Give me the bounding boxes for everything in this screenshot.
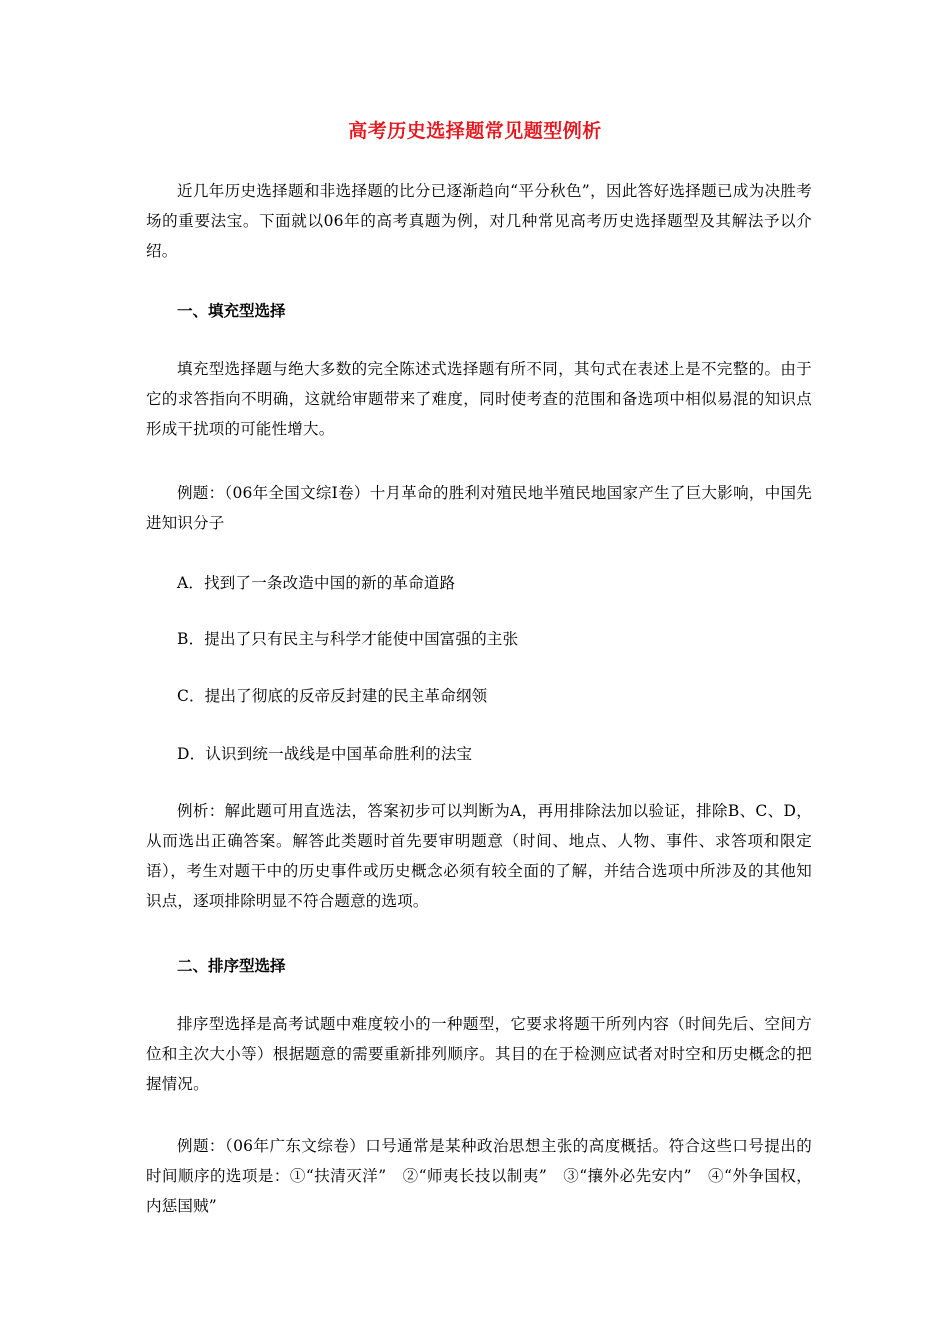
option-c: C．提出了彻底的反帝反封建的民主革命纲领: [177, 687, 488, 705]
intro-paragraph: 近几年历史选择题和非选择题的比分已逐渐趋向“平分秋色”，因此答好选择题已成为决胜考场的重要法宝。下面就以06年的高考真题为例，对几种常见高考历史选择题型及其解法予以介绍。: [146, 182, 812, 260]
option-a: A．找到了一条改造中国的新的革命道路: [177, 574, 456, 592]
document-title: 高考历史选择题常见题型例析: [348, 120, 602, 142]
section1-analysis: 例析：解此题可用直选法，答案初步可以判断为A，再用排除法加以验证，排除B、C、D，从而选出正确答案。解答此类题时首先要审明题意（时间、地点、人物、事件、求答项和限定语），考生对题干中的历史事件或历史概念必须有较全面的了解，并结合选项中所涉及的其他知识点，逐项排除明显不符合题意的选项。: [146, 802, 812, 910]
section2-example-question: 例题：（06年广东文综卷）口号通常是某种政治思想主张的高度概括。符合这些口号提出的时间顺序的选项是：①“扶清灭洋” ②“师夷长技以制夷” ③“攘外必先安内” ④“外争国权，内惩国贼”: [146, 1137, 812, 1215]
section2-description: 排序型选择是高考试题中难度较小的一种题型，它要求将题干所列内容（时间先后、空间方位和主次大小等）根据题意的需要重新排列顺序。其目的在于检测应试者对时空和历史概念的把握情况。: [146, 1015, 812, 1093]
section-heading-fill-in: 一、填充型选择: [177, 301, 286, 320]
option-b: B．提出了只有民主与科学才能使中国富强的主张: [177, 630, 519, 648]
section1-example-question: 例题：（06年全国文综Ⅰ卷）十月革命的胜利对殖民地半殖民地国家产生了巨大影响，中国先进知识分子: [146, 484, 812, 532]
option-d: D．认识到统一战线是中国革命胜利的法宝: [177, 745, 473, 763]
section1-description: 填充型选择题与绝大多数的完全陈述式选择题有所不同，其句式在表述上是不完整的。由于它的求答指向不明确，这就给审题带来了难度，同时使考查的范围和备选项中相似易混的知识点形成干扰项的可能性增大。: [146, 360, 812, 438]
section-heading-ordering: 二、排序型选择: [177, 956, 286, 975]
